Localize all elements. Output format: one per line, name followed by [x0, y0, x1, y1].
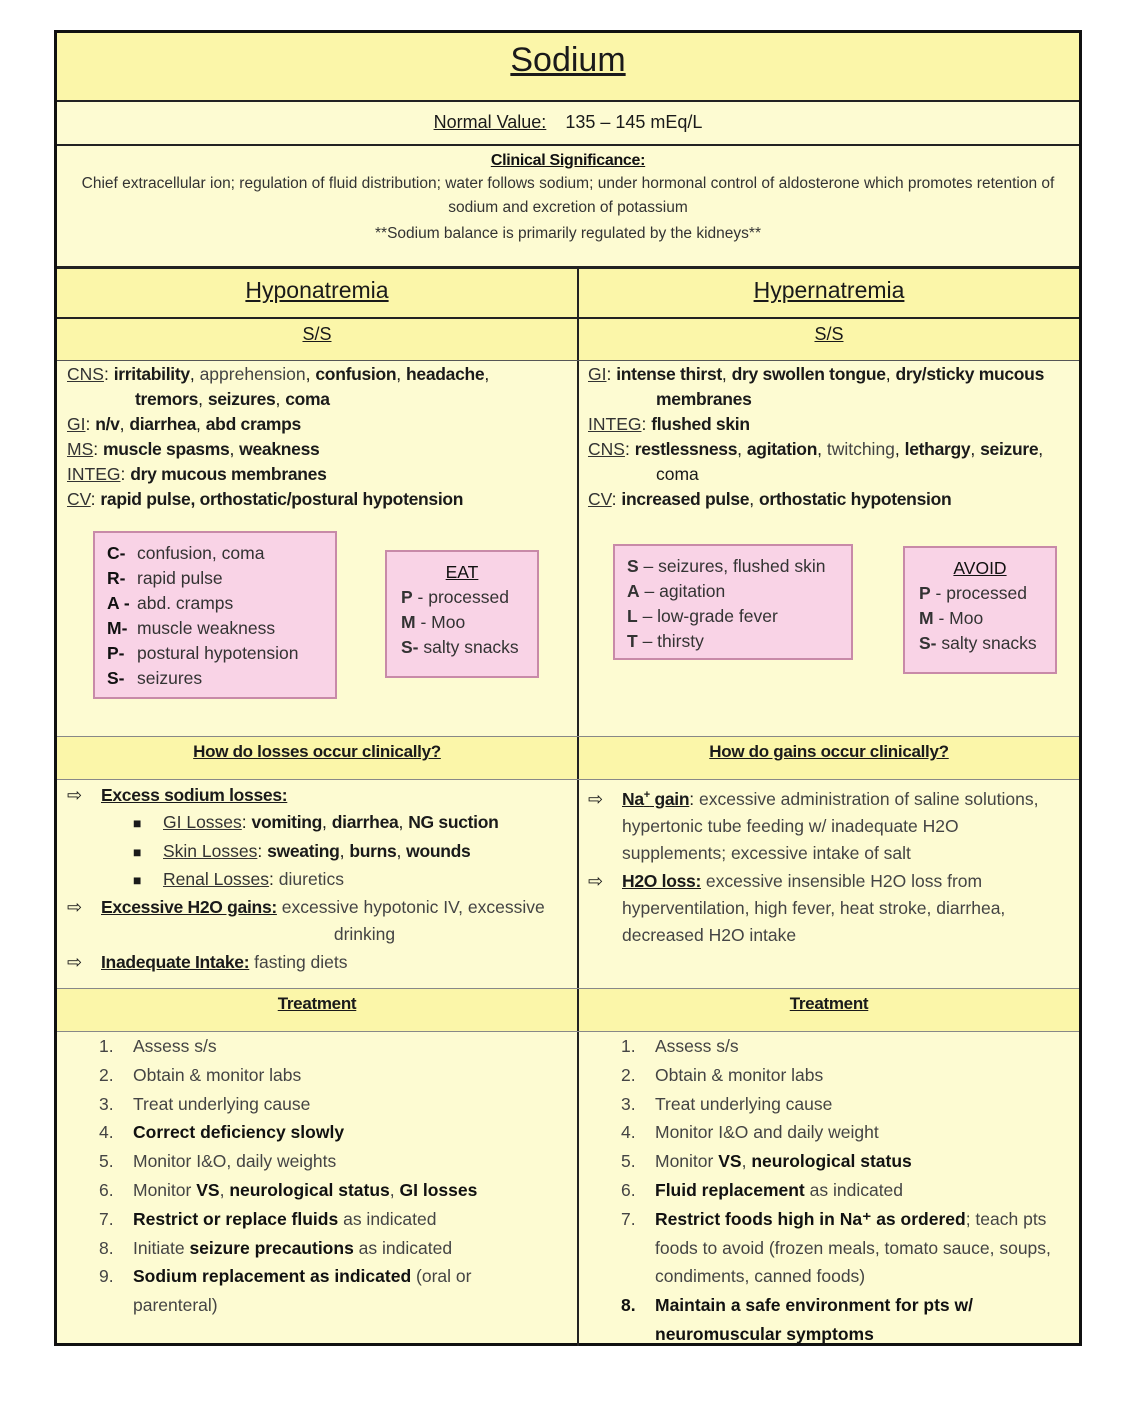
mnemonic-line: L – low-grade fever — [627, 606, 778, 626]
arrow-icon: ⇨ — [67, 785, 83, 805]
hyper-treatment-label: Treatment — [789, 994, 869, 1013]
hypo-ss-cv: CV: rapid pulse, orthostatic/postural hypotension — [67, 489, 464, 509]
mnemonic-line: C- confusion, coma — [107, 543, 265, 563]
hyper-ss-header — [579, 319, 1079, 360]
divider — [57, 360, 1079, 361]
arrow-icon: ⇨ — [588, 788, 604, 809]
hypo-title: Hyponatremia — [245, 277, 389, 303]
list-item: 1. Assess s/s — [621, 1036, 739, 1056]
list-item: 8. Initiate seizure precautions as indicated — [99, 1237, 453, 1258]
list-item: 7. Restrict foods high in Na⁺ as ordered; teach pts foods to avoid (frozen meals, tomato sauce, soups, condiments, canned foods) — [621, 1208, 1051, 1287]
clinical-text: Chief extracellular ion; regulation of fluid distribution; water follows sodium; under hormonal control of aldosterone which promotes retention of sodium and excretion of potassium — [81, 175, 1055, 216]
column-divider — [577, 266, 579, 1346]
hypo-ss-gi: GI: n/v, diarrhea, abd cramps — [67, 414, 301, 434]
gains-label: How do gains occur clinically? — [709, 742, 949, 761]
mnemonic-line: R- rapid pulse — [107, 568, 223, 588]
hypo-ss-header — [57, 319, 577, 360]
mnemonic-line: A – agitation — [627, 581, 726, 601]
list-item: 6. Fluid replacement as indicated — [621, 1179, 904, 1200]
normal-value-label: Normal Value: — [433, 112, 547, 132]
hypo-mnemonic-box — [93, 531, 337, 699]
bullet-icon: ■ — [133, 815, 142, 832]
sodium-sheet — [54, 30, 1082, 1346]
hyper-title: Hypernatremia — [753, 277, 905, 303]
mnemonic-line: T – thirsty — [627, 631, 704, 651]
list-item: 2. Obtain & monitor labs — [621, 1064, 824, 1085]
hypo-treatment-header — [57, 989, 577, 1031]
hyper-treatment-header — [579, 989, 1079, 1031]
page-title: Sodium — [510, 41, 626, 79]
hypo-treatment-label: Treatment — [277, 994, 357, 1013]
clinical-note: **Sodium balance is primarily regulated by the kidneys** — [375, 225, 761, 242]
list-item: 7. Restrict or replace fluids as indicated — [99, 1208, 437, 1229]
divider — [57, 779, 1079, 780]
hyper-ss-integ: INTEG: flushed skin — [588, 414, 750, 434]
mnemonic-line: M- muscle weakness — [107, 618, 276, 638]
avoid-title: AVOID — [953, 558, 1007, 578]
mnemonic-line: S – seizures, flushed skin — [627, 556, 826, 576]
gains-header — [579, 737, 1079, 779]
mnemonic-line: A - abd. cramps — [107, 593, 234, 613]
list-item: 1. Assess s/s — [99, 1036, 217, 1056]
hypo-ss-list: CNS: irritability, apprehension, confusion, headache, tremors, seizures, coma GI: n/v, diarrhea, abd cramps MS: muscle spasms, weakness INTEG: dry mucous membranes CV: rapid pulse, orthostatic/postural hypotension — [67, 362, 567, 512]
hyper-header — [579, 269, 1079, 317]
list-item: 4. Correct deficiency slowly — [99, 1122, 345, 1143]
losses-header — [57, 737, 577, 779]
eat-box: EAT P - processed M - Moo S- salty snacks — [385, 550, 539, 678]
mnemonic-line: S- seizures — [107, 668, 203, 688]
list-item: 9. Sodium replacement as indicated (oral or parenteral) — [99, 1266, 472, 1316]
avoid-box: AVOID P - processed M - Moo S- salty snacks — [903, 546, 1057, 674]
list-item: 4. Monitor I&O and daily weight — [621, 1122, 879, 1143]
arrow-icon: ⇨ — [588, 870, 604, 891]
list-item: 3. Treat underlying cause — [99, 1093, 311, 1114]
bullet-icon: ■ — [133, 843, 142, 860]
list-item: 3. Treat underlying cause — [621, 1093, 833, 1114]
losses-label: How do losses occur clinically? — [193, 742, 441, 761]
hyper-ss-cns: CNS: restlessness, agitation, twitching, lethargy, seizure, — [588, 439, 1044, 459]
list-item: 5. Monitor I&O, daily weights — [99, 1151, 337, 1172]
hyper-ss-label: S/S — [814, 324, 844, 344]
hypo-ss-cns: CNS: irritability, apprehension, confusion, headache, — [67, 364, 490, 384]
arrow-icon: ⇨ — [67, 897, 83, 918]
arrow-icon: ⇨ — [67, 951, 83, 972]
gains-list: ⇨ Na+ gain: excessive administration of saline solutions, hypertonic tube feeding w/ inadequate H2O supplements; excessive intake of salt ⇨ H2O loss: excessive insensible H2O loss from hyperventilation, high fever, heat stroke, diarrhea, decreased H2O intake — [588, 782, 1076, 950]
list-item: 8. Maintain a safe environment for pts w/ neuromuscular symptoms — [621, 1295, 973, 1344]
hypo-ss-ms: MS: muscle spasms, weakness — [67, 439, 320, 459]
hyper-treatment-list — [621, 1032, 1077, 1349]
mnemonic-line: P- postural hypotension — [107, 643, 299, 663]
title-row — [57, 33, 1079, 100]
losses-list: ⇨ Excess sodium losses: ■ GI Losses: vomiting, diarrhea, NG suction ■ Skin Losses: sweating, burns, wounds ■ Renal Losses: diuretics ⇨ Excessive H2O gains: excessive hypotonic IV, excessive drinking ⇨ Inadequate Intake: fasting diets — [67, 782, 572, 976]
hyper-ss-cv: CV: increased pulse, orthostatic hypotension — [588, 489, 952, 509]
hypo-treatment-list — [99, 1032, 539, 1320]
normal-value-row — [57, 100, 1079, 144]
hyper-mnemonic-box — [613, 544, 853, 660]
hyper-ss-gi: GI: intense thirst, dry swollen tongue, dry/sticky mucous — [588, 364, 1045, 384]
hypo-header — [57, 269, 577, 317]
bullet-icon: ■ — [133, 871, 142, 888]
list-item: 5. Monitor VS, neurological status — [621, 1151, 912, 1172]
hypo-ss-integ: INTEG: dry mucous membranes — [67, 464, 327, 484]
hyper-ss-list: GI: intense thirst, dry swollen tongue, dry/sticky mucous membranes INTEG: flushed skin CNS: restlessness, agitation, twitching, lethargy, seizure, coma CV: increased pulse, orthostatic hypotension — [588, 362, 1076, 512]
normal-value: 135 – 145 mEq/L — [565, 112, 703, 132]
hypo-ss-label: S/S — [302, 324, 332, 344]
list-item: 2. Obtain & monitor labs — [99, 1064, 302, 1085]
eat-title: EAT — [445, 562, 479, 582]
list-item: 6. Monitor VS, neurological status, GI losses — [99, 1179, 478, 1200]
clinical-label: Clinical Significance: — [490, 152, 646, 169]
clinical-significance — [57, 144, 1079, 266]
